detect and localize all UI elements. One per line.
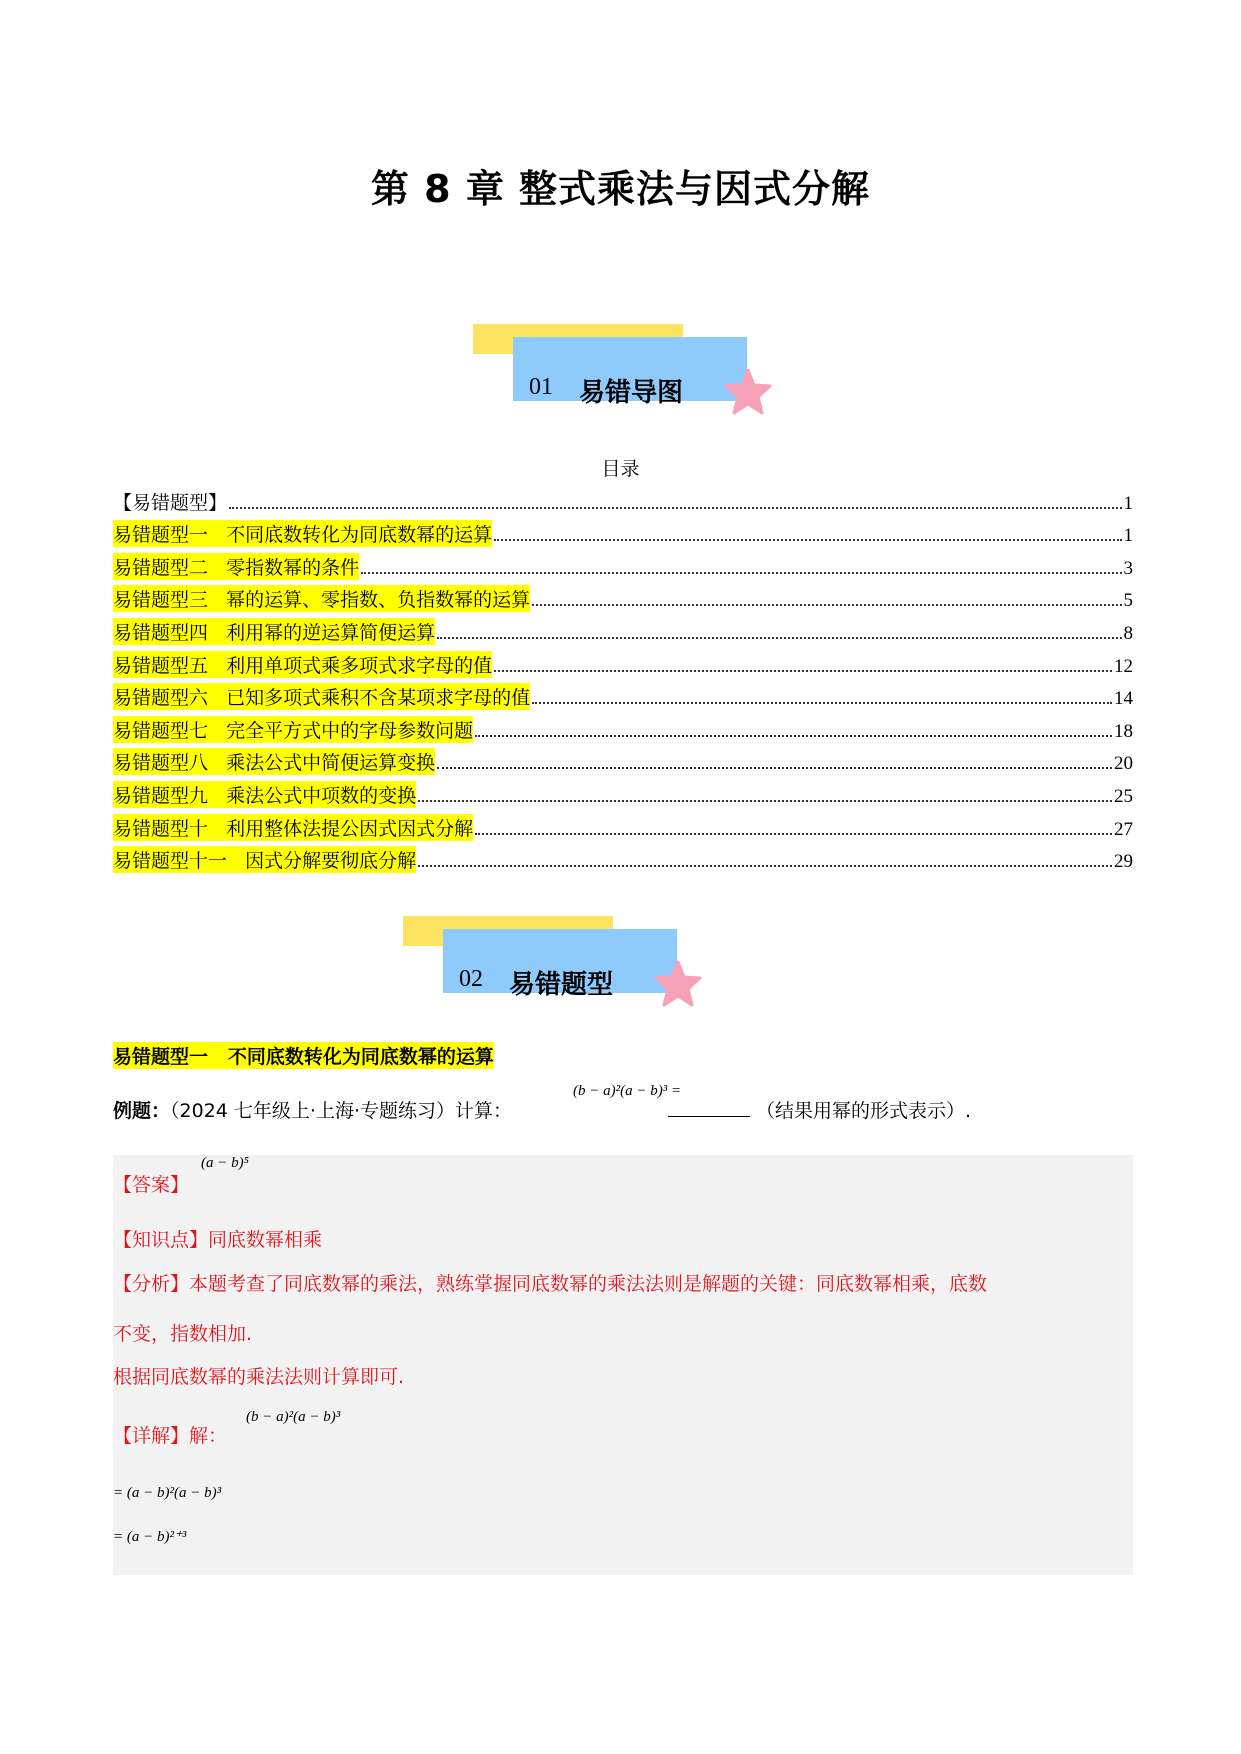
star-icon — [723, 368, 773, 416]
detail-formula: (b − a)²(a − b)³ — [246, 1409, 341, 1425]
example-formula: (b − a)²(a − b)³ = — [573, 1083, 682, 1099]
answer-value: (a − b)⁵ — [201, 1155, 249, 1171]
toc-page-number: 25 — [1114, 785, 1133, 807]
toc-row[interactable] — [113, 808, 1133, 841]
answer-box — [113, 1155, 1133, 1575]
toc-row[interactable] — [113, 710, 1133, 743]
toc-page-number: 14 — [1114, 688, 1133, 710]
toc-row[interactable] — [113, 482, 1133, 515]
toc-leader-dots — [494, 538, 1121, 541]
toc-leader-dots — [475, 734, 1112, 737]
toc-entry-text: 易错题型三 幂的运算、零指数、负指数幂的运算 — [113, 585, 530, 612]
toc-leader-dots — [437, 766, 1112, 769]
toc-entry-text: 易错题型八 乘法公式中简便运算变换 — [113, 748, 435, 775]
toc-leader-dots — [532, 701, 1112, 704]
toc-row[interactable] — [113, 841, 1133, 874]
toc-row[interactable] — [113, 515, 1133, 548]
toc-entry-text: 易错题型六 已知多项式乘积不含某项求字母的值 — [113, 683, 530, 710]
toc-page-number: 8 — [1123, 622, 1133, 644]
calc-step-2: = (a − b)²⁺³ — [113, 1529, 187, 1545]
knowledge-text: 同底数幂相乘 — [208, 1229, 323, 1251]
toc-entry-text: 易错题型七 完全平方式中的字母参数问题 — [113, 716, 473, 743]
toc-row[interactable] — [113, 775, 1133, 808]
knowledge-label: 【知识点】 — [113, 1229, 209, 1251]
toc-leader-dots — [418, 799, 1112, 802]
toc-row[interactable] — [113, 743, 1133, 776]
detail-line — [113, 1421, 227, 1448]
analysis-line-2: 不变，指数相加. — [113, 1323, 253, 1345]
toc-page-number: 1 — [1123, 525, 1133, 547]
section-title: 易错题型一 不同底数转化为同底数幂的运算 — [113, 1042, 494, 1069]
toc-entry-text: 易错题型五 利用单项式乘多项式求字母的值 — [113, 651, 492, 678]
analysis-line-3: 根据同底数幂的乘法法则计算即可. — [113, 1366, 405, 1388]
toc-page-number: 27 — [1114, 818, 1133, 840]
toc-heading: 目录 — [601, 458, 640, 480]
star-icon — [653, 960, 703, 1008]
toc-leader-dots — [532, 603, 1121, 606]
analysis-line-1 — [113, 1269, 987, 1296]
toc-entry-text: 易错题型四 利用幂的逆运算简便运算 — [113, 618, 435, 645]
analysis-text-1: 本题考查了同底数幂的乘法，熟练掌握同底数幂的乘法法则是解题的关键：同底数幂相乘，底数 — [189, 1273, 988, 1295]
answer-blank[interactable] — [668, 1098, 750, 1117]
toc-entry-text: 易错题型九 乘法公式中项数的变换 — [113, 781, 416, 808]
toc-leader-dots — [418, 864, 1112, 867]
toc-leader-dots — [494, 669, 1112, 672]
example-label: 例题： — [113, 1100, 171, 1122]
table-of-contents — [113, 482, 1133, 873]
toc-leader-dots — [437, 636, 1121, 639]
toc-row[interactable] — [113, 612, 1133, 645]
toc-row[interactable] — [113, 678, 1133, 711]
toc-leader-dots — [475, 832, 1112, 835]
section-banner-2 — [403, 916, 703, 1006]
toc-page-number: 29 — [1114, 851, 1133, 873]
toc-entry-text: 易错题型十 利用整体法提公因式因式分解 — [113, 814, 473, 841]
banner-number: 02 — [459, 966, 483, 992]
calc-step-1: = (a − b)²(a − b)³ — [113, 1485, 222, 1501]
page-title: 第 8 章 整式乘法与因式分解 — [370, 167, 871, 211]
banner-label: 易错导图 — [579, 378, 684, 408]
toc-entry-text: 【易错题型】 — [113, 491, 228, 514]
answer-line — [113, 1170, 189, 1197]
section-banner-1 — [473, 324, 773, 414]
answer-label: 【答案】 — [113, 1174, 190, 1196]
toc-entry-text: 易错题型一 不同底数转化为同底数幂的运算 — [113, 520, 492, 547]
toc-page-number: 5 — [1123, 590, 1133, 612]
toc-page-number: 1 — [1123, 492, 1133, 514]
toc-row[interactable] — [113, 645, 1133, 678]
example-question — [113, 1096, 1133, 1123]
knowledge-line — [113, 1225, 322, 1252]
example-source: （2024 七年级上·上海·专题练习）计算： — [170, 1100, 512, 1122]
banner-label: 易错题型 — [509, 970, 614, 1000]
toc-entry-text: 易错题型十一 因式分解要彻底分解 — [113, 846, 416, 873]
toc-page-number: 3 — [1123, 557, 1133, 579]
detail-label: 【详解】 — [113, 1425, 190, 1447]
toc-page-number: 20 — [1114, 753, 1133, 775]
banner-number: 01 — [529, 374, 553, 400]
toc-row[interactable] — [113, 547, 1133, 580]
toc-row[interactable] — [113, 580, 1133, 613]
toc-entry-text: 易错题型二 零指数幂的条件 — [113, 553, 359, 580]
example-suffix: （结果用幂的形式表示）. — [756, 1100, 972, 1122]
toc-page-number: 18 — [1114, 720, 1133, 742]
toc-page-number: 12 — [1114, 655, 1133, 677]
toc-leader-dots — [229, 506, 1121, 509]
analysis-label: 【分析】 — [113, 1273, 190, 1295]
detail-text: 解： — [189, 1425, 228, 1447]
toc-leader-dots — [361, 571, 1121, 574]
